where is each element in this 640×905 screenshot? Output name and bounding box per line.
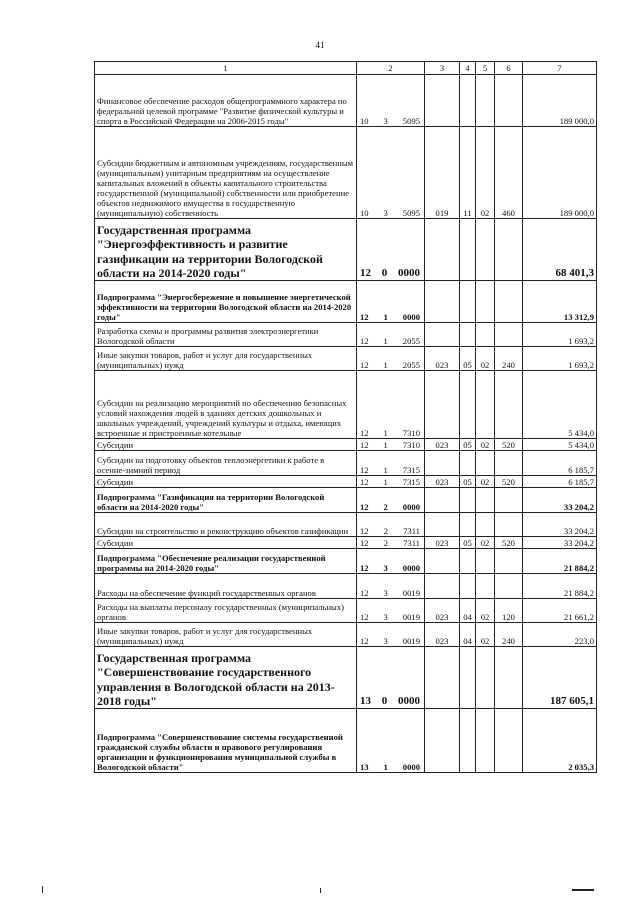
amount: 2 035,3 (523, 709, 597, 773)
section-code (460, 281, 476, 323)
amount: 33 204,2 (523, 488, 597, 513)
row-name: Подпрограмма "Энергосбережение и повышение энергетической эффективности на территории Вологодской области на 2014-2020 годы" (95, 281, 357, 323)
subsection-code: 02 (476, 537, 495, 549)
ministry-code: 023 (425, 347, 460, 371)
expense-type-code (495, 513, 523, 537)
table-row (95, 281, 597, 323)
row-name: Субсидии на строительство и реконструкцию объектов газификации (95, 513, 357, 537)
target-article-code: 12 3 0019 (357, 599, 425, 623)
expense-type-code: 520 (495, 476, 523, 488)
ministry-code: 023 (425, 623, 460, 647)
amount: 189 000,0 (523, 127, 597, 219)
expense-type-code: 520 (495, 537, 523, 549)
amount: 33 204,2 (523, 513, 597, 537)
subsection-code (476, 219, 495, 281)
subsection-code (476, 647, 495, 709)
section-code (460, 709, 476, 773)
table-row (95, 599, 597, 623)
row-name: Государственная программа "Энергоэффективность и развитие газификации на территории Вологодской области на 2014-2020 годы" (95, 219, 357, 281)
row-name: Субсидии (95, 537, 357, 549)
expense-type-code (495, 709, 523, 773)
subsection-code (476, 75, 495, 127)
row-name: Расходы на выплаты персоналу государственных (муниципальных) органов (95, 599, 357, 623)
row-name: Иные закупки товаров, работ и услуг для государственных (муниципальных) нужд (95, 347, 357, 371)
subsection-code: 02 (476, 623, 495, 647)
ministry-code (425, 219, 460, 281)
row-name: Государственная программа "Совершенствование государственного управления в Вологодской области на 2013-2018 годы" (95, 647, 357, 709)
table-row (95, 488, 597, 513)
ministry-code (425, 323, 460, 347)
section-code: 05 (460, 439, 476, 451)
section-code (460, 488, 476, 513)
amount: 1 693,2 (523, 347, 597, 371)
amount: 21 884,2 (523, 574, 597, 599)
row-name: Подпрограмма "Газификация на территории Вологодской области на 2014-2020 годы" (95, 488, 357, 513)
subsection-code (476, 323, 495, 347)
subsection-code (476, 549, 495, 574)
table-row (95, 623, 597, 647)
table-row (95, 347, 597, 371)
header-col-3: 3 (425, 62, 460, 75)
section-code: 05 (460, 537, 476, 549)
budget-table (94, 61, 597, 773)
subsection-code: 02 (476, 599, 495, 623)
amount: 6 185,7 (523, 476, 597, 488)
expense-type-code (495, 647, 523, 709)
ministry-code (425, 549, 460, 574)
target-article-code: 12 1 7315 (357, 451, 425, 476)
subsection-code: 02 (476, 127, 495, 219)
subsection-code: 02 (476, 476, 495, 488)
row-name: Иные закупки товаров, работ и услуг для государственных (муниципальных) нужд (95, 623, 357, 647)
subsection-code (476, 451, 495, 476)
expense-type-code: 120 (495, 599, 523, 623)
amount: 5 434,0 (523, 439, 597, 451)
target-article-code: 12 3 0019 (357, 574, 425, 599)
ministry-code: 023 (425, 599, 460, 623)
table-row (95, 371, 597, 439)
expense-type-code (495, 75, 523, 127)
ministry-code (425, 281, 460, 323)
table-row (95, 127, 597, 219)
ministry-code: 023 (425, 476, 460, 488)
row-name: Расходы на обеспечение функций государственных органов (95, 574, 357, 599)
ministry-code (425, 488, 460, 513)
header-col-5: 5 (476, 62, 495, 75)
target-article-code: 10 3 5095 (357, 127, 425, 219)
row-name: Субсидии на реализацию мероприятий по обеспечению безопасных условий нахождения людей в зданиях детских дошкольных и школьных учреждений, учреждений культуры и отдыха, имеющих встроенные и пристроенные котельные (95, 371, 357, 439)
section-code (460, 574, 476, 599)
amount: 5 434,0 (523, 371, 597, 439)
table-row (95, 574, 597, 599)
amount: 21 661,2 (523, 599, 597, 623)
table-row (95, 219, 597, 281)
row-name: Субсидии (95, 476, 357, 488)
ministry-code (425, 371, 460, 439)
expense-type-code: 520 (495, 439, 523, 451)
section-code: 05 (460, 476, 476, 488)
expense-type-code (495, 451, 523, 476)
expense-type-code (495, 488, 523, 513)
target-article-code: 12 2 7311 (357, 537, 425, 549)
ministry-code (425, 647, 460, 709)
amount: 21 884,2 (523, 549, 597, 574)
ministry-code: 019 (425, 127, 460, 219)
target-article-code: 12 1 7310 (357, 371, 425, 439)
section-code (460, 371, 476, 439)
target-article-code: 12 2 7311 (357, 513, 425, 537)
target-article-code: 12 2 0000 (357, 488, 425, 513)
amount: 187 605,1 (523, 647, 597, 709)
scan-mark-center (320, 888, 321, 893)
section-code: 05 (460, 347, 476, 371)
table-row (95, 75, 597, 127)
target-article-code: 12 1 7315 (357, 476, 425, 488)
subsection-code: 02 (476, 439, 495, 451)
section-code (460, 219, 476, 281)
header-col-2: 2 (357, 62, 425, 75)
header-col-4: 4 (460, 62, 476, 75)
table-row (95, 476, 597, 488)
expense-type-code (495, 574, 523, 599)
subsection-code (476, 513, 495, 537)
row-name: Подпрограмма "Обеспечение реализации государственной программы на 2014-2020 годы" (95, 549, 357, 574)
expense-type-code: 460 (495, 127, 523, 219)
ministry-code: 023 (425, 537, 460, 549)
subsection-code: 02 (476, 347, 495, 371)
amount: 6 185,7 (523, 451, 597, 476)
section-code (460, 647, 476, 709)
target-article-code: 12 1 7310 (357, 439, 425, 451)
expense-type-code (495, 219, 523, 281)
amount: 33 204,2 (523, 537, 597, 549)
table-row (95, 709, 597, 773)
scan-mark-left (42, 886, 43, 893)
header-col-7: 7 (523, 62, 597, 75)
target-article-code: 13 1 0000 (357, 709, 425, 773)
expense-type-code (495, 371, 523, 439)
target-article-code: 13 0 0000 (357, 647, 425, 709)
expense-type-code: 240 (495, 623, 523, 647)
ministry-code (425, 513, 460, 537)
amount: 1 693,2 (523, 323, 597, 347)
section-code (460, 513, 476, 537)
target-article-code: 12 1 2055 (357, 323, 425, 347)
target-article-code: 12 1 2055 (357, 347, 425, 371)
target-article-code: 12 3 0019 (357, 623, 425, 647)
amount: 68 401,3 (523, 219, 597, 281)
table-row (95, 647, 597, 709)
row-name: Субсидии на подготовку объектов теплоэнергетики к работе в осенне-зимний период (95, 451, 357, 476)
table-row (95, 513, 597, 537)
expense-type-code (495, 281, 523, 323)
table-row (95, 439, 597, 451)
row-name: Подпрограмма "Совершенствование системы государственной гражданской службы области и правового регулирования организации и функционирования муниципальной службы в Вологодской области" (95, 709, 357, 773)
expense-type-code (495, 549, 523, 574)
ministry-code (425, 451, 460, 476)
table-row (95, 451, 597, 476)
amount: 189 000,0 (523, 75, 597, 127)
section-code (460, 323, 476, 347)
ministry-code: 023 (425, 439, 460, 451)
subsection-code (476, 574, 495, 599)
table-row (95, 537, 597, 549)
expense-type-code (495, 323, 523, 347)
row-name: Финансовое обеспечение расходов общепрограммного характера по федеральной целевой программе "Развитие физической культуры и спорта в Российской Федерации на 2006-2015 годы" (95, 75, 357, 127)
table-row (95, 549, 597, 574)
ministry-code (425, 75, 460, 127)
section-code: 04 (460, 599, 476, 623)
target-article-code: 12 3 0000 (357, 549, 425, 574)
header-col-1: 1 (95, 62, 357, 75)
section-code (460, 549, 476, 574)
section-code (460, 75, 476, 127)
expense-type-code: 240 (495, 347, 523, 371)
section-code: 11 (460, 127, 476, 219)
table-header-row (95, 62, 597, 75)
target-article-code: 10 3 5095 (357, 75, 425, 127)
amount: 13 312,9 (523, 281, 597, 323)
row-name: Разработка схемы и программы развития электроэнергетики Вологодской области (95, 323, 357, 347)
ministry-code (425, 574, 460, 599)
row-name: Субсидии бюджетным и автономным учреждениям, государственным (муниципальным) унитарным предприятиям на осуществление капитальных вложений в объекты капитального строительства государственной (муниципальной) собственности или приобретение объектов недвижимого имущества в государственную (муниципальную) собственность (95, 127, 357, 219)
header-col-6: 6 (495, 62, 523, 75)
row-name: Субсидии (95, 439, 357, 451)
scan-mark-right (572, 889, 594, 891)
table-row (95, 323, 597, 347)
section-code: 04 (460, 623, 476, 647)
amount: 223,0 (523, 623, 597, 647)
subsection-code (476, 371, 495, 439)
subsection-code (476, 488, 495, 513)
subsection-code (476, 709, 495, 773)
section-code (460, 451, 476, 476)
target-article-code: 12 1 0000 (357, 281, 425, 323)
ministry-code (425, 709, 460, 773)
target-article-code: 12 0 0000 (357, 219, 425, 281)
page-number: 41 (315, 40, 325, 50)
subsection-code (476, 281, 495, 323)
